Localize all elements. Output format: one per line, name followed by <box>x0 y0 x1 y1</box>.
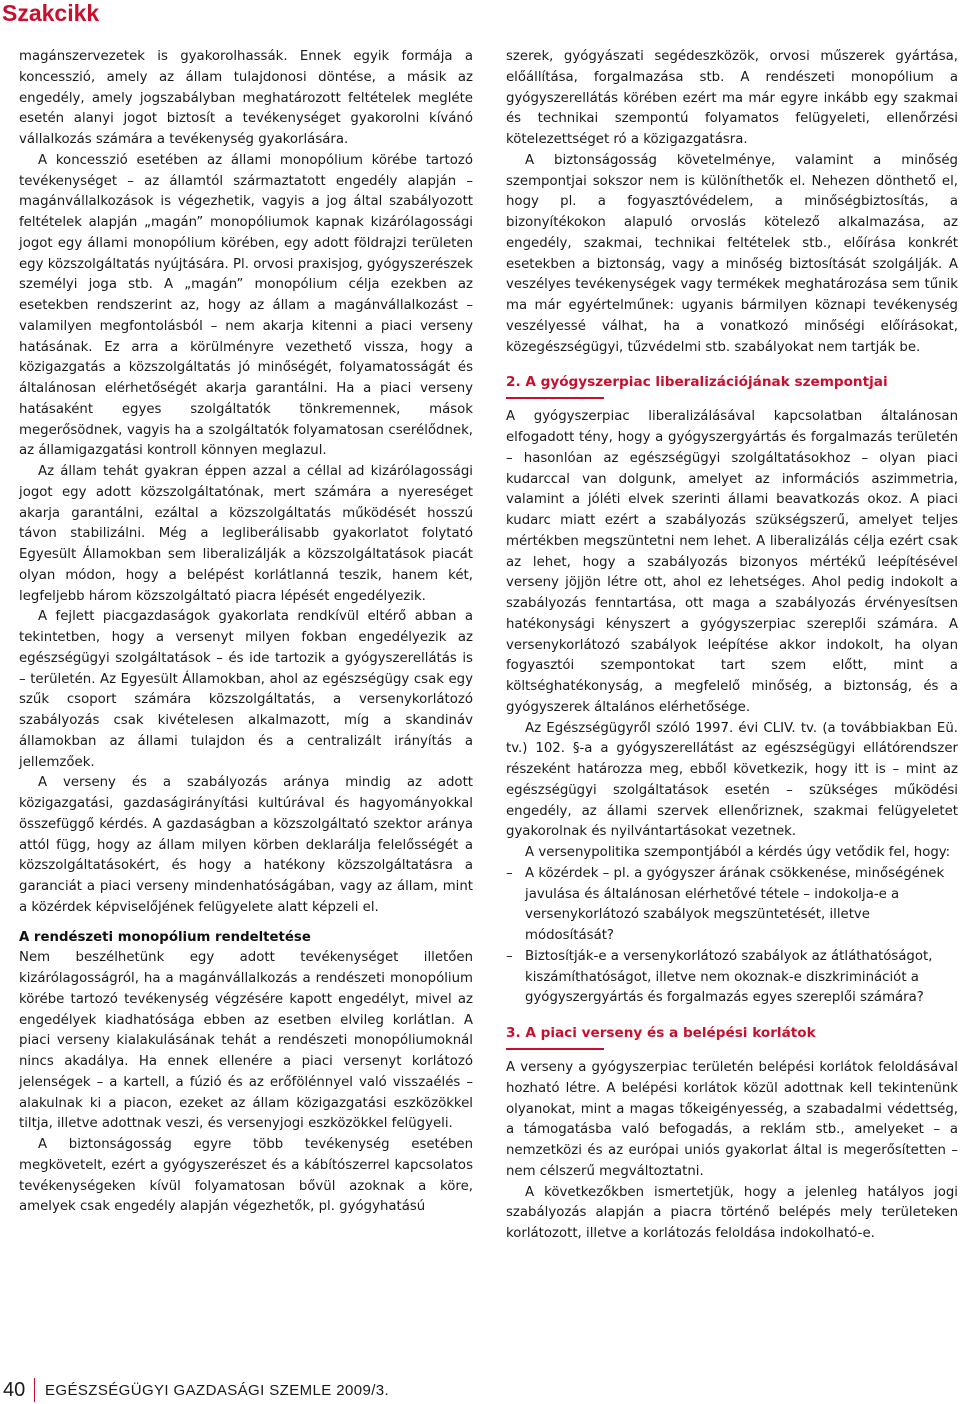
paragraph: A versenypolitika szempontjából a kérdés úgy vetődik fel, hogy: <box>525 845 951 860</box>
section-title: Szakcikk <box>2 0 100 26</box>
footer-divider <box>34 1378 35 1402</box>
paragraph: A verseny és a szabályozás aránya mindig az adott közigazgatási, gazdaságirányítási kultúrával és hagyományokkal összefüggő kérdés. A gazdaságban a közszolgáltató szektor aránya attól függ, hogy az állam milyen körben deklarálja felelősségét a közszolgáltatásokért, és hogy a hatékony közszolgáltatásra a garanciát a piaci verseny mindenhatóságában, vagy az állam, mint a közérdek képviselőjének felügyelete alatt képzeli el. <box>19 775 473 915</box>
paragraph: A biztonságosság egyre több tevékenység esetében megkövetelt, ezért a gyógyszerészet és a kábítószerrel kapcsolatos tevékenységeken kívül folyamatosan bővül azoknak a köre, amelyek csak engedély alapján végezhetők, pl. gyógyhatású <box>19 1137 473 1215</box>
paragraph: Az állam tehát gyakran éppen azzal a céllal ad kizárólagossági jogot egy adott közszolgáltatónak, mert számára a nyereséget akarja garantálni, ezáltal a közszolgáltatás működését hosszú távon stabilizálni. Még a legliberálisabb gyakorlatot folytató Egyesült Államokban sem liberalizálják a közszolgáltatások piacát olyan módon, hogy a belépést korlátlanná teszik, hanem két, legfeljebb három közszolgáltató piacra lépését engedélyezik. <box>19 464 473 604</box>
dash-bullet: – <box>506 948 513 964</box>
journal-title: EGÉSZSÉGÜGYI GAZDASÁGI SZEMLE 2009/3. <box>45 1382 390 1399</box>
paragraph: A koncesszió esetében az állami monopólium körébe tartozó tevékenységet – az államtól származtatott engedély alapján – magánvállalkozások is végezhetik, vagyis a jog által szabályozott feltételek alapján „magán” monopóliumok kapnak kizárólagossági jogot egy állami monopólium körében, egy adott földrajzi területen egy közszolgáltatás nyújtására. Pl. orvosi praxisjog, gyógyszerészek személyi joga stb. A „magán” monopólium célja ezekben az esetekben rendszerint az, hogy az állam a magánvállalkozást – valamilyen megfontolásból – nem akarja kitenni a piaci verseny hatásának. Ez arra a körülményre vezethető vissza, hogy a közigazgatás a közszolgáltatás jó minőségét, folyamatosságát és általánosan elérhetőségét akarja garantálni. Ha a piaci verseny hatásaként egyes szolgáltatók tönkremennek, mások megerősödnek, vagyis ha a szolgáltatók folyamatosan cserélődnek, az államigazgatási kontroll könnyen meglazul. <box>19 152 473 459</box>
list-item-text: Biztosítják-e a versenykorlátozó szabályok az átláthatóságot, kiszámíthatóságot, illetve nem okoznak-e diszkriminációt a gyógyszergyártás és forgalmazás egyes szereplői számára? <box>525 948 933 1006</box>
paragraph: A verseny a gyógyszerpiac területén belépési korlátok feloldásával hozható létre. A belépési korlátok közül adottnak kell tekintenünk olyanokat, mint a magas tőkeigényesség, a szabadalmi védettség, a támogatásba való befogadás, a reklám stb., amelyeket – a nemzetközi és az európai uniós gyakorlat által is megerősítetten – nem célszerű megváltoztatni. <box>506 1060 958 1179</box>
question-list <box>506 864 958 1009</box>
paragraph: magánszervezetek is gyakorolhassák. Ennek egyik formája a koncesszió, amely az állam tulajdonosi döntése, a másik az engedély, amely jogszabályban meghatározott feltételek megléte esetén alanyi jogot biztosít a tevékenységet gyakorolni kívánó vállalkozás számára a tevékenység gyakorlására. <box>19 49 473 147</box>
page-number: 40 <box>3 1379 26 1401</box>
paragraph: A gyógyszerpiac liberalizálásával kapcsolatban általánosan elfogadott tény, hogy a gyógyszergyártás és forgalmazás területén – hasonlóan az egészségügyi szolgáltatásokhoz – olyan piaci kudarccal van dolgunk, amelyet az információs aszimmetria, valamint a jóléti elvek szerinti állami beavatkozás okoz. A piaci kudarc miatt ezért a szabályozás szükségszerű, amelyet teljes mértékben megszüntetni nem lehet. A liberalizálás célja ezért csak az lehet, hogy a szabályozás bizonyos mértékű leépítésével verseny jöjjön létre ott, ahol ez lehetséges. Ahol pedig indokolt a szabályozás fenntartása, ott maga a szabályozás érvényesítsen hatékonysági kényszert a gyógyszerpiac szereplői számára. A versenykorlátozó szabályok leépítése akkor indokolt, ha olyan fogyasztói szempontokat tart szem előtt, mint a költséghatékonyság, a megfelelő minőség, a biztonság, és a gyógyszerek általános elérhetősége. <box>506 409 958 715</box>
paragraph: A biztonságosság követelménye, valamint a minőség szempontjai sokszor nem is különíthetők el. Nehezen dönthető el, hogy pl. a fogyasztóvédelem, a minőségbiztosítás, a bizonyítékokon alapuló orvoslás kötelező alkalmazása, az engedély, szakmai, technikai feltételek stb., előírása konkrét esetekben a biztonság, vagy a minőség biztosítását szolgálják. A veszélyes tevékenységek vagy termékek meghatározása sem tűnik ma már egyértelműnek: ugyanis bármilyen köznapi tevékenység veszélyessé válhat, ha a vonatkozó minőségi előírásokat, közegészségügyi, tűzvédelmi stb. szabályokat nem tartják be. <box>506 152 958 355</box>
dash-bullet: – <box>506 865 513 881</box>
subheading-rendeszeti-monopolium: A rendészeti monopólium rendeltetése <box>19 929 311 945</box>
right-column <box>506 47 958 1245</box>
paragraph: Az Egészségügyről szóló 1997. évi CLIV. tv. (a továbbiakban Eü. tv.) 102. §-a a gyógyszerellátást az egészségügyi ellátórendszer részeként határozza meg, ebből következik, hogy itt is – mint az egészségügyi szolgáltatások esetén – szükséges működési engedély, az állami szervek ellenőriznek, szakmai felügyeletet gyakorolnak és nyilvántartásokat vezetnek. <box>506 720 958 840</box>
list-item <box>506 864 958 947</box>
section-heading-2: 2. A gyógyszerpiac liberalizációjának szempontjai <box>506 372 958 399</box>
paragraph: A fejlett piacgazdaságok gyakorlata rendkívül eltérő abban a tekintetben, hogy a versenyt milyen fokban engedélyezik az egészségügyi szolgáltatások – és ide tartozik a gyógyszerellátás is – területén. Az Egyesült Államokban, ahol az egészségügy csak egy szűk csoport számára közszolgáltatás, a versenykorlátozó szabályozás csak kivételesen alkalmazott, míg a skandináv államokban az állami tulajdon és a centralizált irányítás a jellemzőek. <box>19 609 473 770</box>
left-column <box>19 47 473 1218</box>
section-heading-3: 3. A piaci verseny és a belépési korlátok <box>506 1023 958 1050</box>
list-item <box>506 947 958 1009</box>
page-footer <box>0 1378 440 1402</box>
paragraph: szerek, gyógyászati segédeszközök, orvosi műszerek gyártása, előállítása, forgalmazása stb. A rendészeti monopólium a gyógyszerellátás körében ezért ma már egyre inkább egy szakmai és technikai szempontú folyamatos felügyeleti, ellenőrzési kötelezettséget ró a közigazgatásra. <box>506 49 958 147</box>
paragraph: A következőkben ismertetjük, hogy a jelenleg hatályos jogi szabályozás alapján a piacra történő belépés mely területeken korlátozott, illetve a korlátozás feloldása indokolható-e. <box>506 1184 958 1241</box>
list-item-text: A közérdek – pl. a gyógyszer árának csökkenése, minőségének javulása és általánosan elérhetővé tétele – indokolja-e a versenykorlátozó szabályok megszüntetését, illetve módosítását? <box>525 865 945 943</box>
paragraph: Nem beszélhetünk egy adott tevékenységet illetően kizárólagosságról, ha a magánvállalkozás a rendészeti monopólium körébe tartozó tevékenység végzésére kapott engedélyt, mivel az engedélyek kiadhatósága ebben az esetben elvileg korlátlan. A piaci verseny kialakulásának tehát a rendészeti monopóliumoknál nincs akadálya. Ha ennek ellenére a piaci versenyt korlátozó jelenségek – a kartell, a fúzió és az erőfölénnyel való visszaélés – alakulnak ki a piacon, ezeket az állam közigazgatási eszközökkel tiltja, illetve adottnak veszi, és versenyjogi eszközökkel felügyeli. <box>19 950 473 1132</box>
